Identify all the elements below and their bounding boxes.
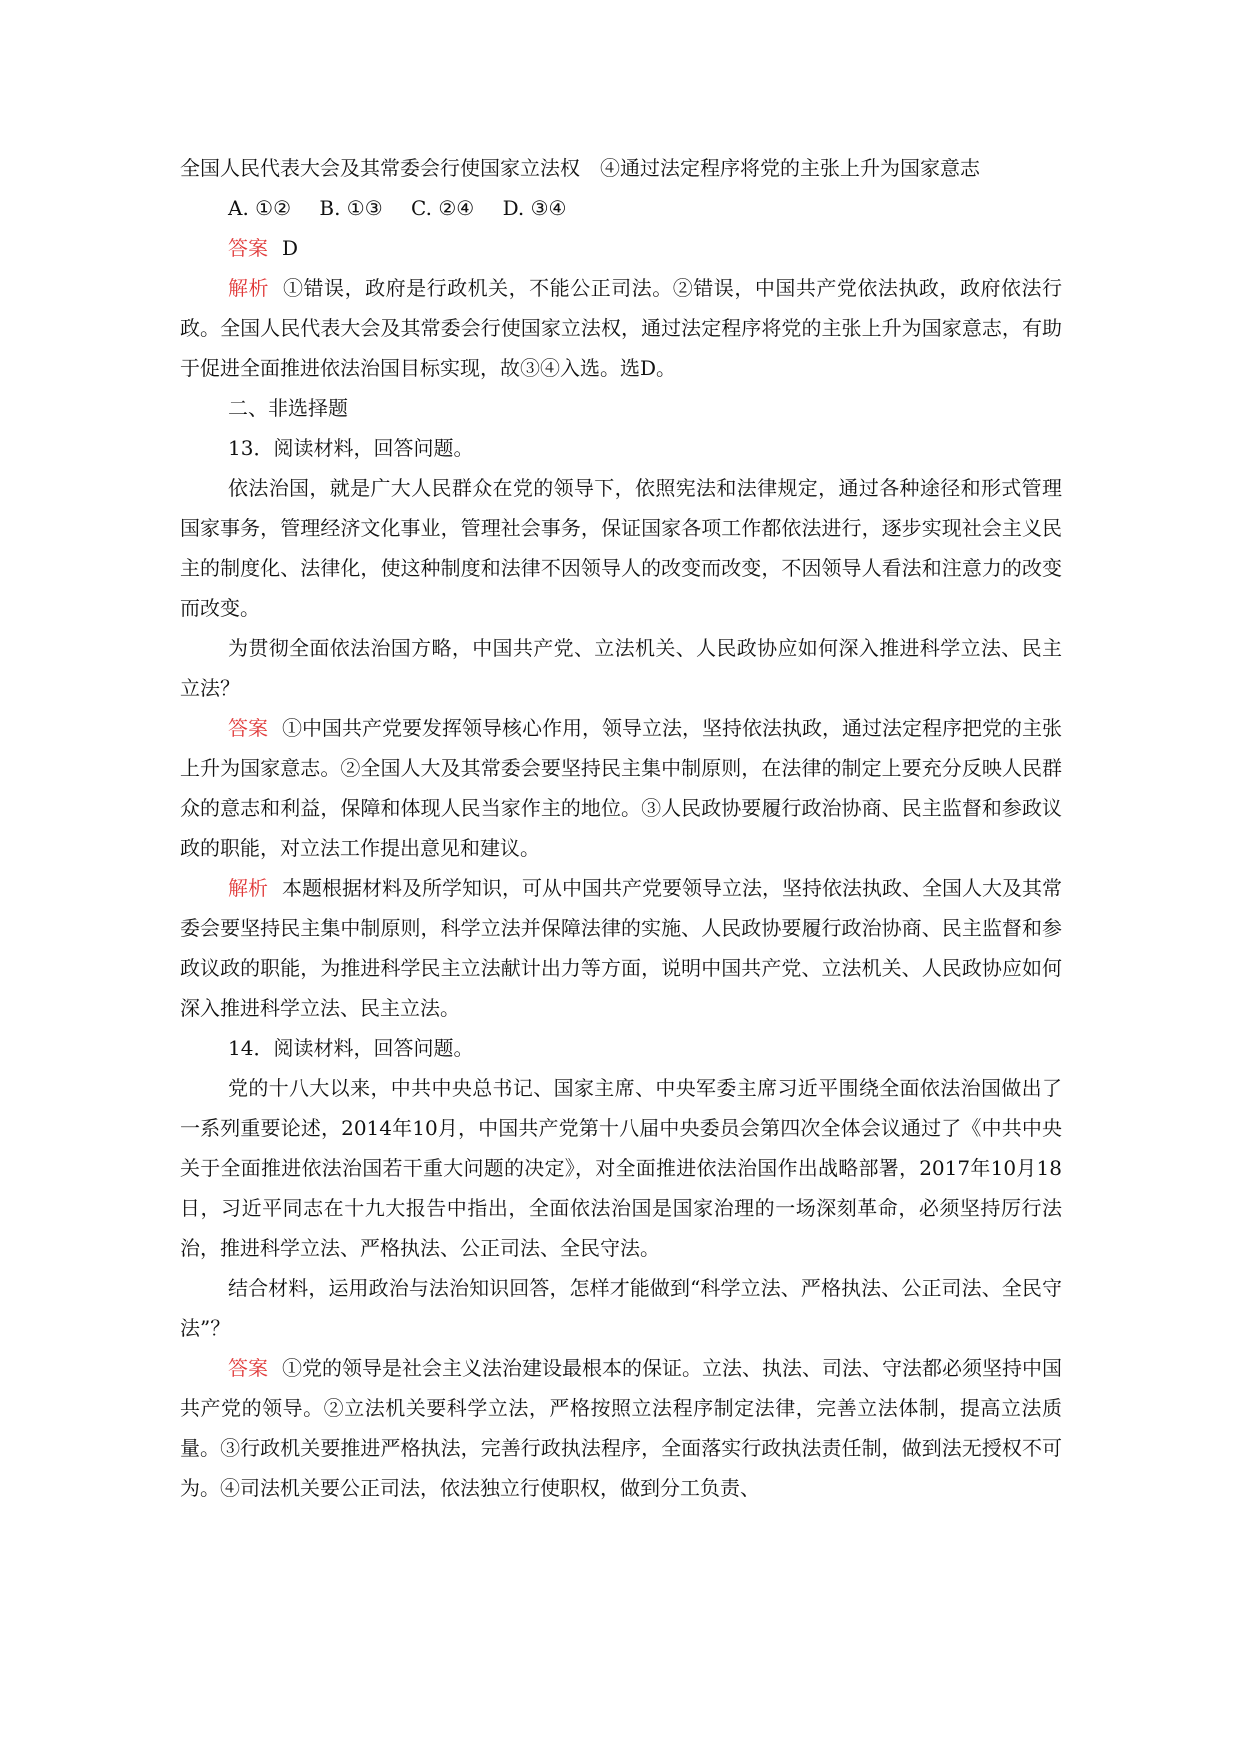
q14-material: 党的十八大以来，中共中央总书记、国家主席、中央军委主席习近平围绕全面依法治国做出了一系列重要论述，2014年10月，中国共产党第十八届中央委员会第四次全体会议通过了《中共中央关于全面推进依法治国若干重大问题的决定》，对全面推进依法治国作出战略部署，2017年10月18日，习近平同志在十九大报告中指出，全面依法治国是国家治理的一场深刻革命，必须坚持厉行法治，推进科学立法、严格执法、公正司法、全民守法。 [180,1076,1062,1260]
analysis-text: 本题根据材料及所学知识，可从中国共产党要领导立法，坚持依法执政、全国人大及其常委会要坚持民主集中制原则，科学立法并保障法律的实施、人民政协要履行政治协商、民主监督和参政议政的职能，为推进科学民主立法献计出力等方面，说明中国共产党、立法机关、人民政协应如何深入推进科学立法、民主立法。 [180,876,1062,1020]
answer-text: D [282,236,299,260]
continued-options-line: 全国人民代表大会及其常委会行使国家立法权 ④通过法定程序将党的主张上升为国家意志 [180,156,980,180]
analysis-label: 解析 [228,876,268,900]
option-b: B. ①③ [319,196,383,220]
q12-analysis [180,268,1062,388]
q13-title: 13．阅读材料，回答问题。 [228,436,474,460]
answer-text: ①中国共产党要发挥领导核心作用，领导立法，坚持依法执政，通过法定程序把党的主张上升为国家意志。②全国人大及其常委会要坚持民主集中制原则，在法律的制定上要充分反映人民群众的意志和利益，保障和体现人民当家作主的地位。③人民政协要履行政治协商、民主监督和参政议政的职能，对立法工作提出意见和建议。 [180,716,1062,860]
option-a: A. ①② [228,196,292,220]
q13-analysis [180,868,1062,1028]
q14-title: 14．阅读材料，回答问题。 [228,1036,474,1060]
document-page [180,148,1062,1508]
q13-material: 依法治国，就是广大人民群众在党的领导下，依照宪法和法律规定，通过各种途径和形式管理国家事务，管理经济文化事业，管理社会事务，保证国家各项工作都依法进行，逐步实现社会主义民主的制度化、法律化，使这种制度和法律不因领导人的改变而改变，不因领导人看法和注意力的改变而改变。 [180,476,1062,620]
answer-label: 答案 [228,1356,268,1380]
answer-label: 答案 [228,236,268,260]
option-c: C. ②④ [411,196,475,220]
section-title: 二、非选择题 [228,396,348,420]
option-d: D. ③④ [502,196,567,220]
q12-answer [180,228,1062,268]
answer-label: 答案 [228,716,268,740]
analysis-label: 解析 [228,276,270,300]
q13-question: 为贯彻全面依法治国方略，中国共产党、立法机关、人民政协应如何深入推进科学立法、民主立法？ [180,636,1062,700]
answer-text: ①党的领导是社会主义法治建设最根本的保证。立法、执法、司法、守法都必须坚持中国共产党的领导。②立法机关要科学立法，严格按照立法程序制定法律，完善立法体制，提高立法质量。③行政机关要推进严格执法，完善行政执法程序，全面落实行政执法责任制，做到法无授权不可为。④司法机关要公正司法，依法独立行使职权，做到分工负责、 [180,1356,1062,1500]
analysis-text: ①错误，政府是行政机关，不能公正司法。②错误，中国共产党依法执政，政府依法行政。全国人民代表大会及其常委会行使国家立法权，通过法定程序将党的主张上升为国家意志，有助于促进全面推进依法治国目标实现，故③④入选。选D。 [180,276,1063,380]
q12-choices [180,188,1062,228]
q13-answer [180,708,1062,868]
q14-answer [180,1348,1062,1508]
q14-question: 结合材料，运用政治与法治知识回答，怎样才能做到“科学立法、严格执法、公正司法、全民守法”？ [180,1276,1062,1340]
